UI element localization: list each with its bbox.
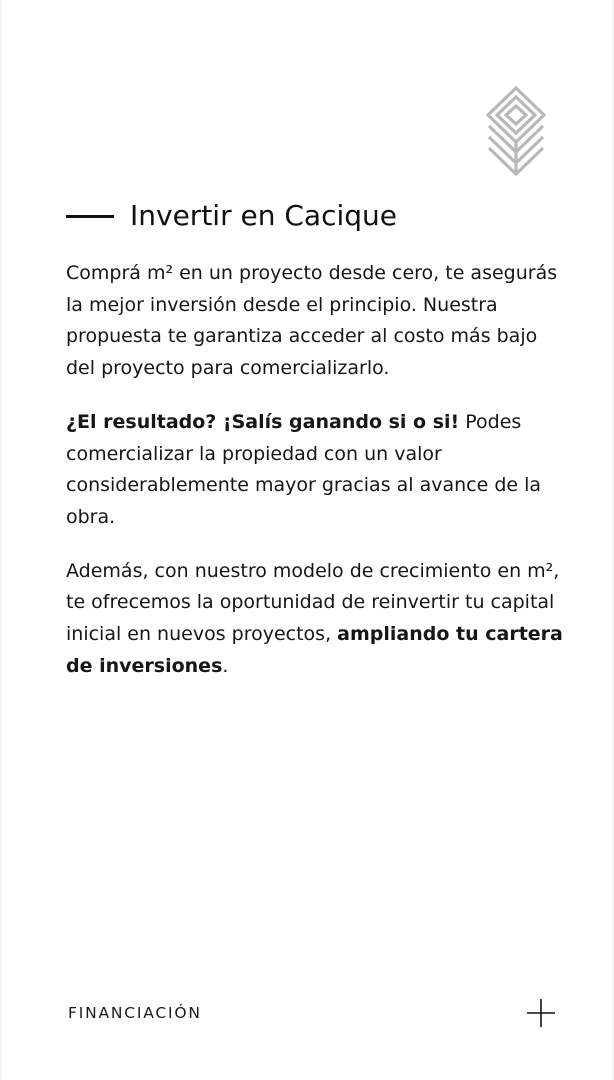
paragraph-result-text: Podes comercializar la propiedad con un valor considerablemente mayor gracias al avance de la obra. [66, 410, 542, 528]
accordion-financiacion[interactable] [68, 994, 562, 1034]
paragraph-growth-highlight: ampliando tu cartera de inversiones [66, 623, 563, 677]
heading-rule [66, 215, 114, 218]
section-heading [66, 194, 586, 238]
paragraph-growth-end: . [222, 654, 229, 677]
paragraph-growth-text: Además, con nuestro modelo de crecimiento en m², te ofrecemos la oportunidad de reinvertir tu capital inicial en nuevos proyectos, [66, 559, 560, 646]
paragraph-intro: Comprá m² en un proyecto desde cero, te asegurás la mejor inversión desde el principio. Nuestra propuesta te garantiza acceder al costo más bajo del proyecto para comercializarlo. [66, 262, 558, 380]
logo-svg [484, 86, 548, 178]
plus-icon[interactable] [526, 998, 556, 1028]
plus-svg [526, 998, 556, 1028]
accordion-label[interactable]: FINANCIACIÓN [68, 1004, 202, 1022]
page-title: Invertir en Cacique [130, 198, 397, 232]
paragraph-growth [66, 556, 568, 683]
page [2, 0, 612, 1080]
cacique-logo-icon [484, 86, 548, 178]
content-body [66, 258, 568, 704]
paragraph-result [66, 407, 568, 534]
paragraph-result-highlight: ¿El resultado? ¡Salís ganando si o si! [66, 410, 460, 433]
